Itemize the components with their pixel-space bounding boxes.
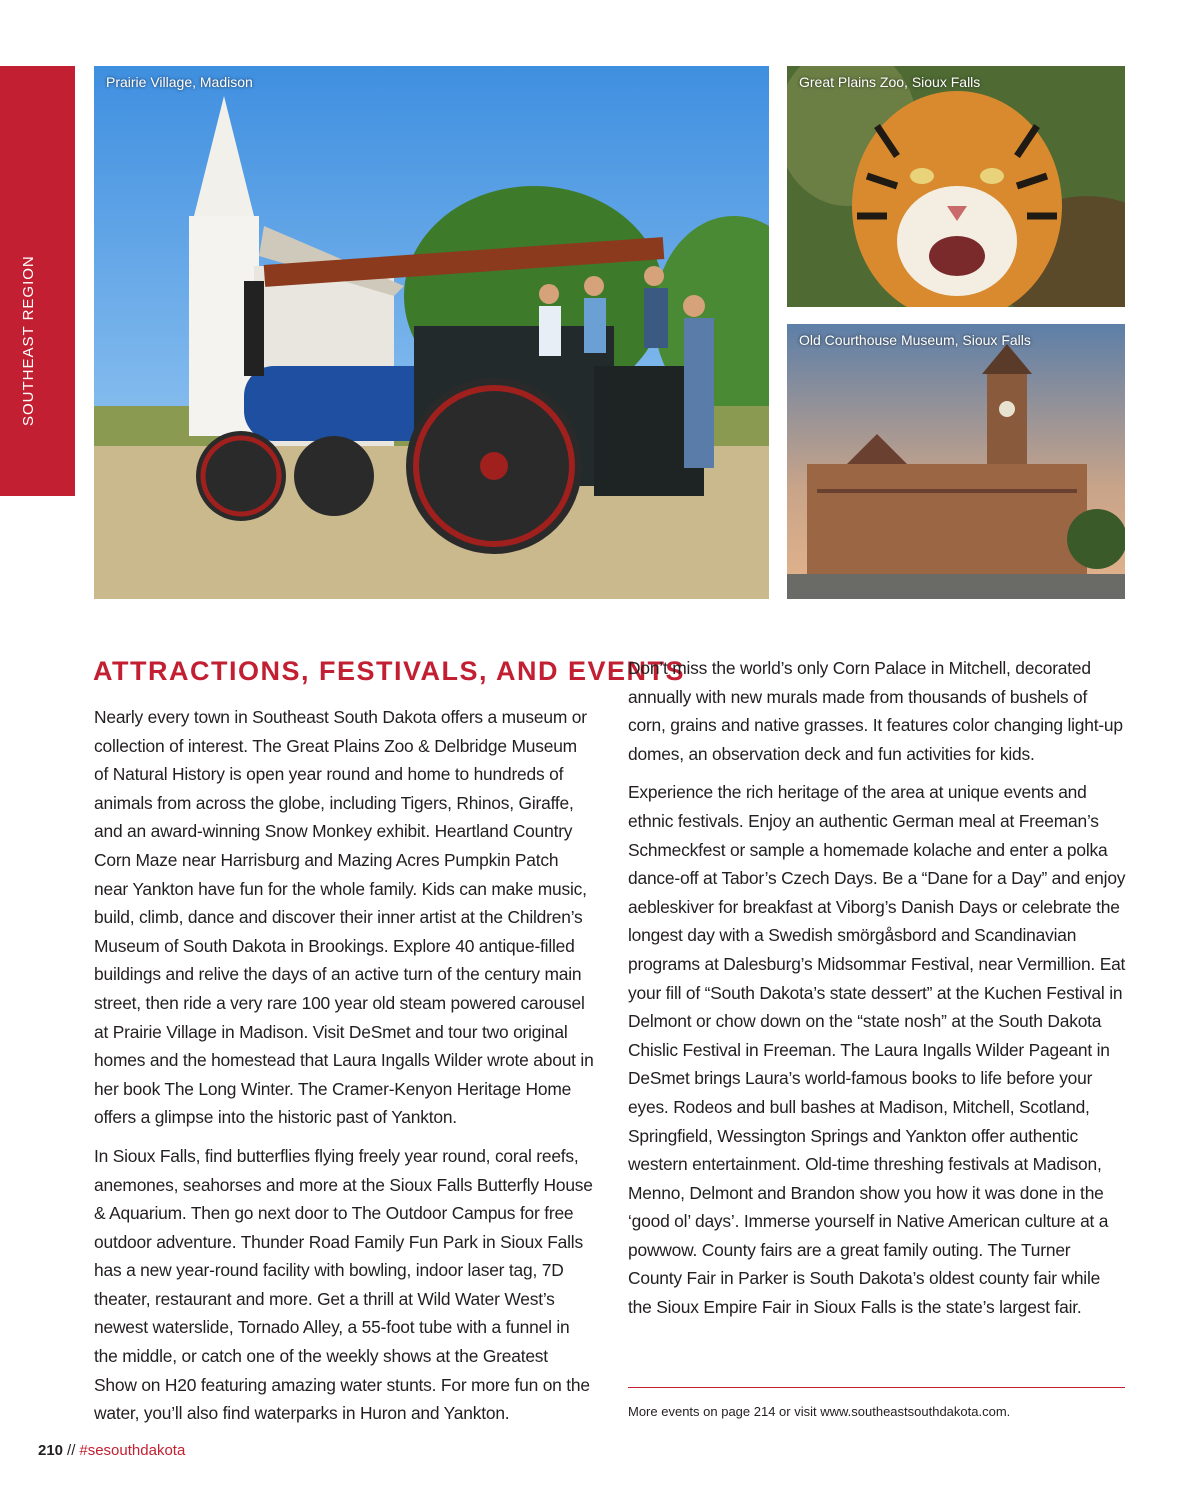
paragraph: In Sioux Falls, find butterflies flying freely year round, coral reefs, anemones, seahorses and more at the Sioux Falls Butterfly House & Aquarium. Then go next door to The Outdoor Campus for free outdoor adventure. Thunder Road Family Fun Park in Sioux Falls has a new year-round facility with bowling, indoor laser tag, 7D theater, restaurant and more. Get a thrill at Wild Water West’s newest waterslide, Tornado Alley, a 55-foot tube with a funnel in the middle, or catch one of the weekly shows at the Greatest Show on H20 featuring amazing water stunts. For more fun on the water, you’ll also find waterparks in Huron and Yankton. — [94, 1145, 593, 1424]
courthouse-photo — [787, 324, 1125, 599]
zoo-caption: Great Plains Zoo, Sioux Falls — [799, 74, 981, 90]
hashtag: #sesouthdakota — [79, 1442, 186, 1459]
page-number: 210 — [38, 1442, 64, 1459]
footnote-rule — [628, 1387, 1125, 1388]
section-heading: ATTRACTIONS, FESTIVALS, AND EVENTS — [93, 656, 686, 686]
left-column — [94, 703, 594, 1438]
paragraph: Nearly every town in Southeast South Dakota offers a museum or collection of interest. The Great Plains Zoo & Delbridge Museum of Natural History is open year round and home to hundreds of animals from across the globe, including Tigers, Rhinos, Giraffe, and an award-winning Snow Monkey exhibit. Heartland Country Corn Maze near Harrisburg and Mazing Acres Pumpkin Patch near Yankton have fun for the whole family. Kids can make music, build, climb, dance and discover their inner artist at the Children’s Museum of South Dakota in Brookings. Explore 40 antique-filled buildings and relive the days of an active turn of the century main street, then ride a very rare 100 year old steam powered carousel at Prairie Village in Madison. Visit DeSmet and tour two original homes and the homestead that Laura Ingalls Wilder wrote about in her book The Long Winter. The Cramer-Kenyon Heritage Home offers a glimpse into the historic past of Yankton. — [94, 707, 594, 1128]
tiger-photo — [787, 66, 1125, 307]
events-footnote: More events on page 214 or visit www.southeastsouthdakota.com. — [628, 1404, 1011, 1419]
prairie-village-photo — [94, 66, 769, 599]
paragraph: Don’t miss the world’s only Corn Palace in Mitchell, decorated annually with new murals made from thousands of bushels of corn, grains and native grasses. It features color changing light-up domes, an observation deck and fun activities for kids. — [628, 658, 1123, 764]
courthouse-caption: Old Courthouse Museum, Sioux Falls — [799, 332, 1031, 348]
folio-separator: // — [67, 1442, 76, 1459]
right-column — [628, 654, 1128, 1332]
region-side-tab — [0, 66, 75, 496]
paragraph: Experience the rich heritage of the area at unique events and ethnic festivals. Enjoy an authentic German meal at Freeman’s Schmeckfest or sample a homemade kolache and enter a polka dance-off at Tabor’s Czech Days. Be a “Dane for a Day” and enjoy aebleskiver for breakfast at Viborg’s Danish Days or celebrate the longest day with a Swedish smörgåsbord and Scandinavian programs at Dalesburg’s Midsommar Festival, near Vermillion. Eat your fill of “South Dakota’s state dessert” at the Kuchen Festival in Delmont or chow down on the “state nosh” at the South Dakota Chislic Festival in Freeman. The Laura Ingalls Wilder Pageant in DeSmet brings Laura’s world-famous books to life before your eyes. Rodeos and bull bashes at Madison, Mitchell, Scotland, Springfield, Wessington Springs and Yankton offer authentic western entertainment. Old-time threshing festivals at Madison, Menno, Delmont and Brandon show you how it was done in the ‘good ol’ days’. Immerse yourself in Native American culture at a powwow. County fairs are a great family outing. The Turner County Fair in Parker is South Dakota’s oldest county fair while the Sioux Empire Fair in Sioux Falls is the state’s largest fair. — [628, 782, 1126, 1318]
region-label: SOUTHEAST REGION — [20, 255, 37, 426]
prairie-village-caption: Prairie Village, Madison — [106, 74, 253, 90]
page-footer — [38, 1442, 185, 1459]
